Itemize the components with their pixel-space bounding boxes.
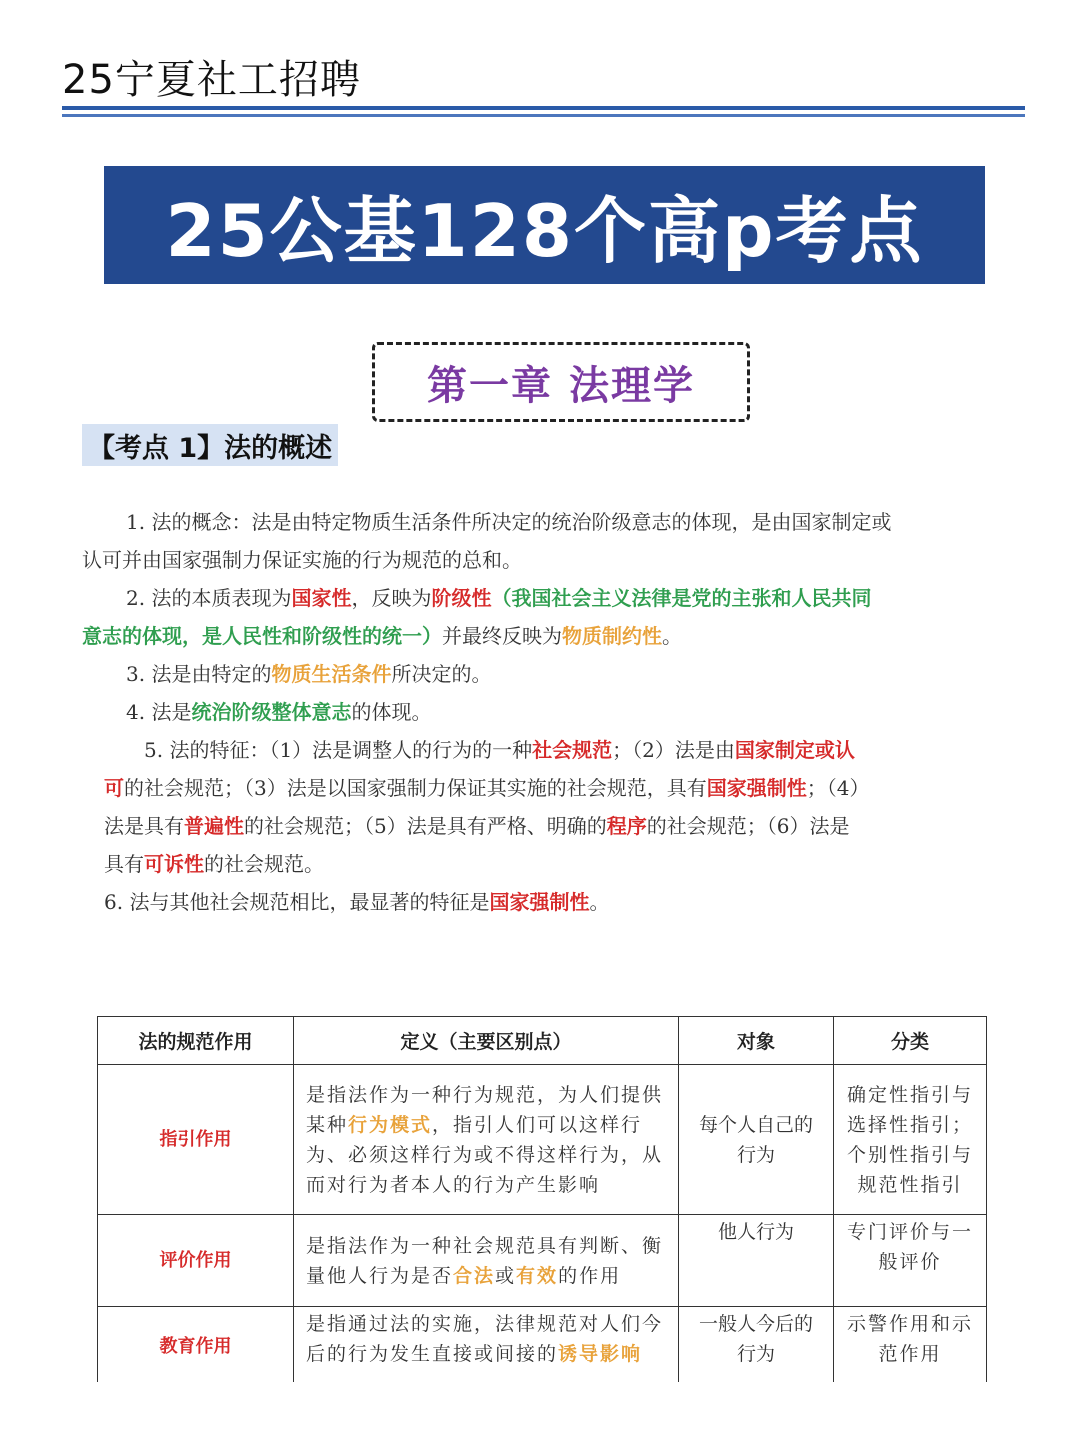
table-row — [98, 1065, 987, 1215]
table-header-cell: 对象 — [679, 1017, 834, 1065]
category-cell: 示警作用和示范作用 — [834, 1307, 987, 1387]
text-span: 的社会规范；（6）法是 — [646, 814, 850, 838]
page-bottom-mask — [0, 1382, 1080, 1440]
text-span: 并最终反映为 — [442, 624, 562, 648]
point-5-cont-2 — [82, 807, 982, 845]
highlight-green: （我国社会主义法律是党的主张和人民共同 — [491, 586, 872, 610]
highlight-red: 普遍性 — [184, 814, 244, 838]
highlight-green: 意志的体现，是人民性和阶级性的统一） — [82, 624, 442, 648]
highlight-red: 国家强制性 — [706, 776, 807, 800]
text-span: ，指引人们可以这样行为、必须这样行为或不得这样行为，从而对行为者本人的行为产生影响 — [306, 1113, 664, 1196]
section-title: 【考点 1】法的概述 — [88, 432, 333, 464]
text-span: 的社会规范。 — [204, 852, 324, 876]
table-header-row — [98, 1017, 987, 1065]
target-cell: 他人行为 — [679, 1215, 834, 1307]
text-span: 3. 法是由特定的 — [126, 662, 272, 686]
table-row — [98, 1215, 987, 1307]
text-span: ；（4） — [806, 776, 870, 800]
text-span: ，反映为 — [351, 586, 432, 610]
point-5-cont-1 — [82, 769, 982, 807]
definition-cell — [294, 1065, 679, 1215]
table-row — [98, 1307, 987, 1387]
role-cell: 指引作用 — [98, 1065, 294, 1215]
category-cell: 专门评价与一般评价 — [834, 1215, 987, 1307]
text-span: 6. 法与其他社会规范相比，最显著的特征是 — [104, 890, 490, 914]
banner-title: 25公基128个高p考点 — [165, 189, 924, 273]
header-rule-bottom — [62, 114, 1025, 117]
text-span: ；（2）法是由 — [612, 738, 735, 762]
highlight-orange: 物质生活条件 — [271, 662, 392, 686]
point-5 — [82, 731, 982, 769]
definition-cell — [294, 1215, 679, 1307]
point-5-cont-3 — [82, 845, 982, 883]
point-2 — [82, 579, 982, 617]
highlight-orange: 诱导影响 — [558, 1343, 643, 1365]
definition-cell — [294, 1307, 679, 1387]
text-span: 或 — [495, 1264, 517, 1287]
point-6 — [82, 883, 982, 921]
text-span: 是指法作为一种社会规范具有判断、衡量他人行为是否 — [306, 1234, 664, 1287]
text-span: 。 — [589, 890, 610, 914]
chapter-heading-box — [372, 342, 750, 422]
text-span: 。 — [662, 624, 682, 648]
text-span: 认可并由国家强制力保证实施的行为规范的总和。 — [82, 548, 522, 572]
text-span: 的作用 — [558, 1264, 622, 1287]
text-span: 所决定的。 — [391, 662, 492, 686]
point-3 — [82, 655, 982, 693]
highlight-red: 社会规范 — [532, 738, 613, 762]
text-span: 法是具有 — [104, 814, 184, 838]
title-banner — [104, 166, 985, 284]
highlight-red: 程序 — [606, 814, 647, 838]
text-span: 2. 法的本质表现为 — [126, 586, 292, 610]
text-span: 的社会规范；（5）法是具有严格、明确的 — [244, 814, 607, 838]
point-2-cont — [82, 617, 982, 655]
text-span: 1. 法的概念：法是由特定物质生活条件所决定的统治阶级意志的体现，是由国家制定或 — [126, 510, 892, 534]
highlight-orange: 行为模式 — [348, 1113, 433, 1136]
chapter-title: 第一章 法理学 — [427, 362, 695, 409]
norm-function-table — [97, 1016, 987, 1387]
highlight-red: 国家制定或认 — [734, 738, 855, 762]
text-span: 具有 — [104, 852, 144, 876]
highlight-red: 可 — [104, 776, 124, 800]
header-rule-top — [62, 106, 1025, 110]
highlight-orange: 合法 — [453, 1264, 496, 1287]
text-span: 5. 法的特征：（1）法是调整人的行为的一种 — [144, 738, 533, 762]
target-cell: 一般人今后的行为 — [679, 1307, 834, 1387]
text-span: 的社会规范；（3）法是以国家强制力保证其实施的社会规范，具有 — [124, 776, 707, 800]
highlight-red: 可诉性 — [144, 852, 204, 876]
highlight-red: 阶级性 — [431, 586, 492, 610]
text-span: 是指通过法的实施，法律规范对人们今后的行为发生直接或间接的 — [306, 1313, 664, 1365]
text-span: 的体现。 — [351, 700, 432, 724]
highlight-orange: 有效 — [516, 1264, 559, 1287]
role-cell: 评价作用 — [98, 1215, 294, 1307]
table-header-cell: 定义（主要区别点） — [294, 1017, 679, 1065]
highlight-orange: 物质制约性 — [562, 624, 662, 648]
table-header-cell: 分类 — [834, 1017, 987, 1065]
law-overview-text — [82, 503, 982, 921]
text-span: 4. 法是 — [126, 700, 192, 724]
page-header-title: 25宁夏社工招聘 — [62, 57, 361, 103]
highlight-red: 国家强制性 — [489, 890, 590, 914]
role-cell: 教育作用 — [98, 1307, 294, 1387]
highlight-green: 统治阶级整体意志 — [191, 700, 352, 724]
point-1-cont — [82, 541, 982, 579]
text-span: 是指法作为一种行为规范，为人们提供某种 — [306, 1083, 664, 1136]
section-heading — [82, 424, 338, 466]
point-4 — [82, 693, 982, 731]
highlight-red: 国家性 — [291, 586, 352, 610]
category-cell: 确定性指引与选择性指引；个别性指引与规范性指引 — [834, 1065, 987, 1215]
target-cell: 每个人自己的行为 — [679, 1065, 834, 1215]
point-1 — [82, 503, 982, 541]
table-header-cell: 法的规范作用 — [98, 1017, 294, 1065]
